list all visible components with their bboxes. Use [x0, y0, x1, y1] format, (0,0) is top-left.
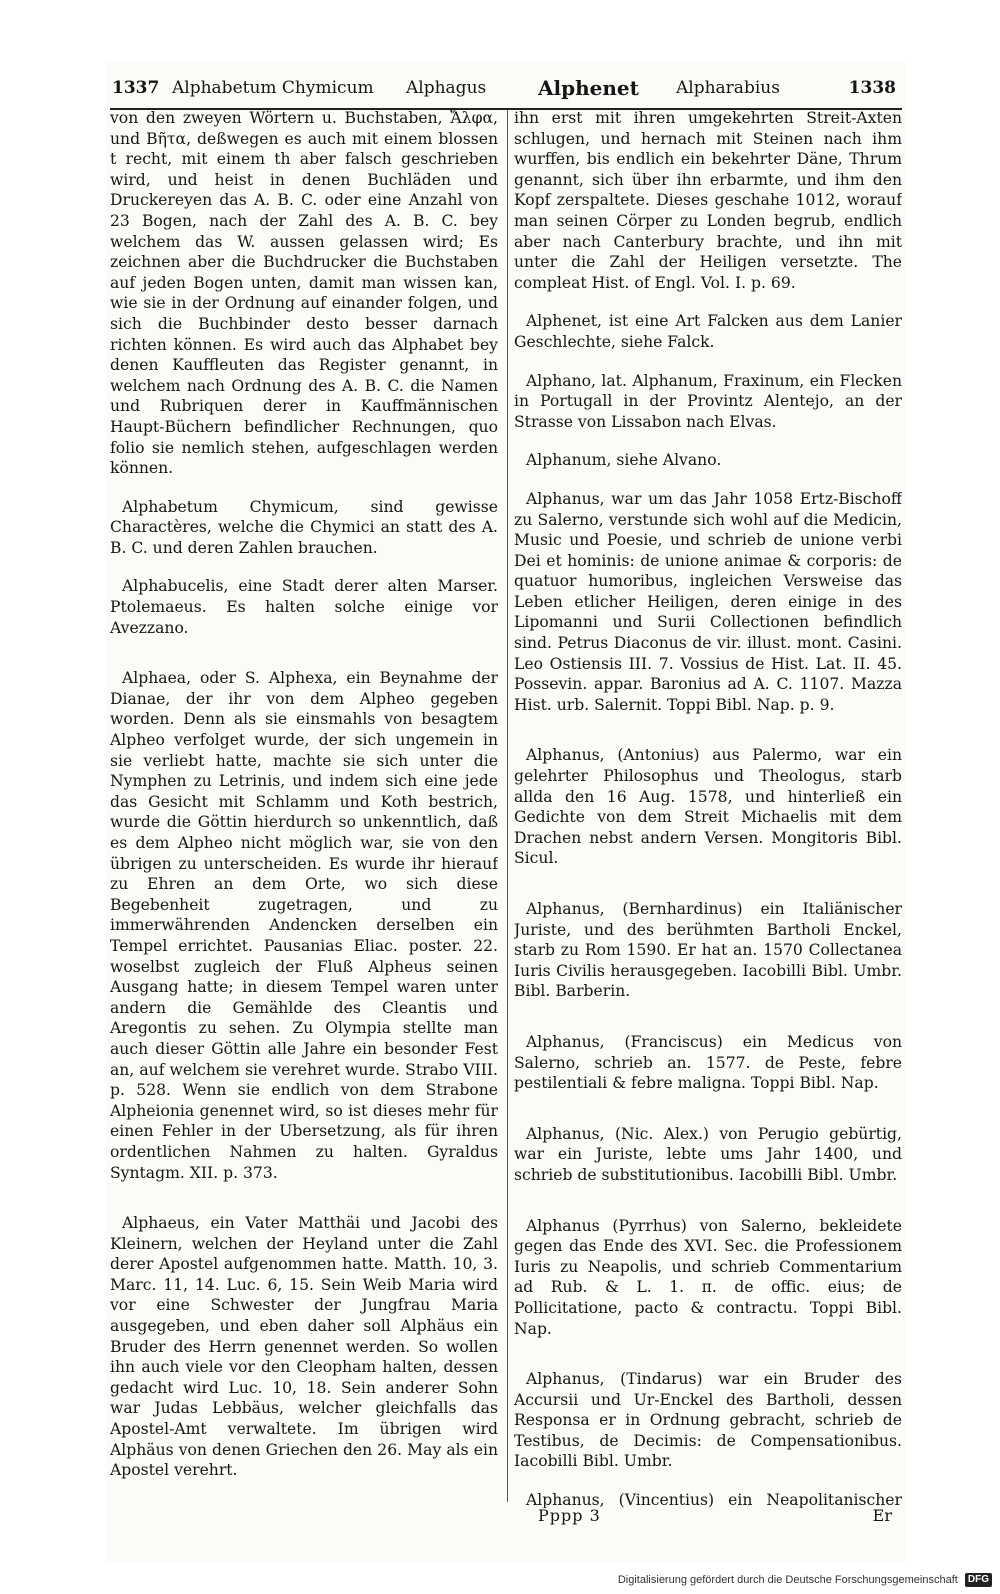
- credit-text: Digitalisierung gefördert durch die Deutsche Forschungsgemeinschaft: [617, 1574, 958, 1586]
- entry-alphano: Alphano, lat. Alphanum, Fraxinum, ein Flecken in Portugall in der Provintz Alentejo, an der Strasse von Lissabon nach Elvas.: [514, 371, 902, 431]
- catchword: Er: [872, 1506, 892, 1525]
- entry-alphaeus: Alphaeus, ein Vater Matthäi und Jacobi des Kleinern, welchen der Heyland unter die Zahl derer Apostel aufgenommen hatte. Matth. 10, 3. Marc. 11, 14. Luc. 6, 15. Sein Weib Maria wird vor eine Schwester der Jungfrau Maria ausgegeben, und eben daher soll Alphäus ein Bruder des Herrn genennet werden. So wollen ihn auch viele vor den Cleopham halten, dessen gedacht wird Luc. 10, 18. Sein anderer Sohn war Judas Lebbäus, welcher gleichfalls das Apostel-Amt verwaltete. Im übrigen wird Alphäus von denen Griechen den 26. May als ein Apostel verehrt.: [110, 1214, 498, 1480]
- right-headword: Alphenet: [538, 76, 639, 100]
- entry-alphanus-pyrrhus: Alphanus (Pyrrhus) von Salerno, bekleidete gegen das Ende des XVI. Sec. die Professionem Iuris zu Neapolis, und schrieb Commentarium ad Rub. & L. 1. π. de offic. eius; de Pollicitatione, pacto & contractu. Toppi Bibl. Nap.: [514, 1216, 902, 1338]
- entry-alphenet: Alphenet, ist eine Art Falcken aus dem Lanier Geschlechte, siehe Falck.: [514, 312, 902, 351]
- entry-alphanus: Alphanus, war um das Jahr 1058 Ertz-Bischoff zu Salerno, verstunde sich wohl auf die Medicin, Music und Poesie, und schrieb de unione verbi Dei et hominis: de unione animae & corporis: de quatuor humoribus, ingleichen Versweise das Leben etlicher Heiligen, deren einige in des Lipomanni und Surii Collectionen befindlich sind. Petrus Diaconus de vir. illust. mont. Casini. Leo Ostiensis III. 7. Vossius de Hist. Lat. II. 45. Possevin. appar. Baronius ad A. C. 1107. Mazza Hist. urb. Salernit. Toppi Bibl. Nap. p. 9.: [514, 489, 902, 714]
- entry-alphanus-tindarus: Alphanus, (Tindarus) war ein Bruder des Accursii und Ur-Enckel des Bartholi, dessen Responsa er in Ordnung gebracht, schrieb de Testibus, de Decimis: de Compensationibus. Iacobilli Bibl. Umbr.: [514, 1370, 902, 1471]
- left-running-title: Alphabetum Chymicum: [172, 78, 374, 98]
- page: [106, 62, 906, 1562]
- right-column: [514, 108, 902, 1508]
- left-column: [110, 108, 498, 1508]
- running-header: [106, 72, 906, 104]
- entry-alphabucelis: Alphabucelis, eine Stadt derer alten Marser. Ptolemaeus. Es halten solche einige vor Avezzano.: [110, 577, 498, 637]
- entry-alphanus-franciscus: Alphanus, (Franciscus) ein Medicus von Salerno, schrieb an. 1577. de Peste, febre pestilentiali & febre maligna. Toppi Bibl. Nap.: [514, 1032, 902, 1093]
- entry-alphanus-antonius: Alphanus, (Antonius) aus Palermo, war ein gelehrter Philosophus und Theologus, starb allda den 16 Aug. 1578, und hinterließ ein Gedichte von dem Streit Michaelis mit dem Drachen nebst andern Versen. Mongitoris Bibl. Sicul.: [514, 746, 902, 868]
- entry-alphanum: Alphanum, siehe Alvano.: [526, 451, 722, 470]
- right-page-number: 1338: [848, 78, 896, 98]
- left-page-number: 1337: [112, 78, 160, 98]
- page-foot: [106, 1502, 906, 1530]
- entry-alphabetum-chymicum: Alphabetum Chymicum, sind gewisse Charactères, welche die Chymici an statt des A. B. C. und deren Zahlen brauchen.: [110, 497, 498, 557]
- entry-alphanus-nic-alex: Alphanus, (Nic. Alex.) von Perugio gebürtig, war ein Juriste, lebte ums Jahr 1400, und schrieb de substitutionibus. Iacobilli Bibl. Umbr.: [514, 1124, 902, 1184]
- right-running-title: Alpharabius: [676, 78, 780, 98]
- entry-alphagus-continued: ihn erst mit ihren umgekehrten Streit-Axten schlugen, und hernach mit Steinen nach ihm wurffen, bis endlich ein bekehrter Däne, Thrum genannt, sich über ihn erbarmte, und ihm den Kopf zerspaltete. Dieses geschahe 1012, worauf man seinen Cörper zu Londen begrub, endlich aber nach Canterbury brachte, und ihn mit unter die Zahl der Heiligen versetzte. The compleat Hist. of Engl. Vol. I. p. 69.: [514, 109, 902, 292]
- entry-alphaea: Alphaea, oder S. Alphexa, ein Beynahme der Dianae, der ihr von dem Alpheo gegeben worden. Denn als sie einsmahls von besagtem Alpheo verfolget wurde, der sich ungemein in sie verliebt hatte, machte sie sich unter die Nymphen zu Letrinis, und indem sich eine jede das Gesicht mit Schlamm und Koth bestrich, wurde die Göttin hierdurch so unkenntlich, daß es dem Alpheo nicht möglich war, sie von den übrigen zu unterscheiden. Es wurde ihr hierauf zu Ehren an dem Orte, wo sich diese Begebenheit zugetragen, und zu immerwährenden Andencken derselben ein Tempel errichtet. Pausanias Eliac. poster. 22. woselbst zugleich der Fluß Alpheus seinen Ausgang hatte; in diesem Tempel waren unter andern die Gemählde des Cleantis und Aregontis zu sehen. Zu Olympia stellte man auch dieser Göttin alle Jahre ein besonder Fest an, auf welchem sie verehret wurde. Strabo VIII. p. 528. Wenn sie endlich von dem Strabone Alpheionia genennet wird, so ist dieses mehr für einen Fehler in der Ubersetzung, als für ihren ordentlichen Nahmen zu halten. Gyraldus Syntagm. XII. p. 373.: [110, 669, 498, 1182]
- entry-alphabet-continued: von den zweyen Wörtern u. Buchstaben, Ἄλφα, und Βῆτα, deßwegen es auch mit einem blossen t recht, mit einem th aber falsch geschrieben wird, und heist in denen Buchläden und Druckereyen das A. B. C. oder eine Anzahl von 23 Bogen, nach der Zahl des A. B. C. bey welchem das W. aussen gelassen wird; Es zeichnen aber die Buchdrucker die Buchstaben auf jeden Bogen unten, damit man wissen kan, wie sie in der Ordnung auf einander folgen, und sich die Buchbinder desto besser darnach richten können. Es wird auch das Alphabet bey denen Kauffleuten das Register genannt, in welchem nach Ordnung des A. B. C. die Namen und Rubriquen derer in Kauffmännischen Haupt-Büchern befindlicher Rechnungen, quo folio sie nemlich stehen, aufgeschlagen werden können.: [110, 109, 498, 478]
- column-separator: [507, 110, 508, 1502]
- digitization-credit: [618, 1570, 992, 1590]
- left-headword: Alphagus: [406, 78, 487, 98]
- entry-alphanus-vincentius: Alphanus, (Vincentius) ein Neapolitanischer: [526, 1491, 902, 1508]
- signature-mark: Pppp 3: [538, 1506, 601, 1525]
- dfg-logo-icon: DFG: [965, 1573, 992, 1587]
- entry-alphanus-bernhardinus: Alphanus, (Bernhardinus) ein Italiänischer Juriste, und des berühmten Bartholi Enckel, starb zu Rom 1590. Er hat an. 1570 Collectanea Iuris Civilis herausgegeben. Iacobilli Bibl. Umbr. Bibl. Barberin.: [514, 900, 902, 1001]
